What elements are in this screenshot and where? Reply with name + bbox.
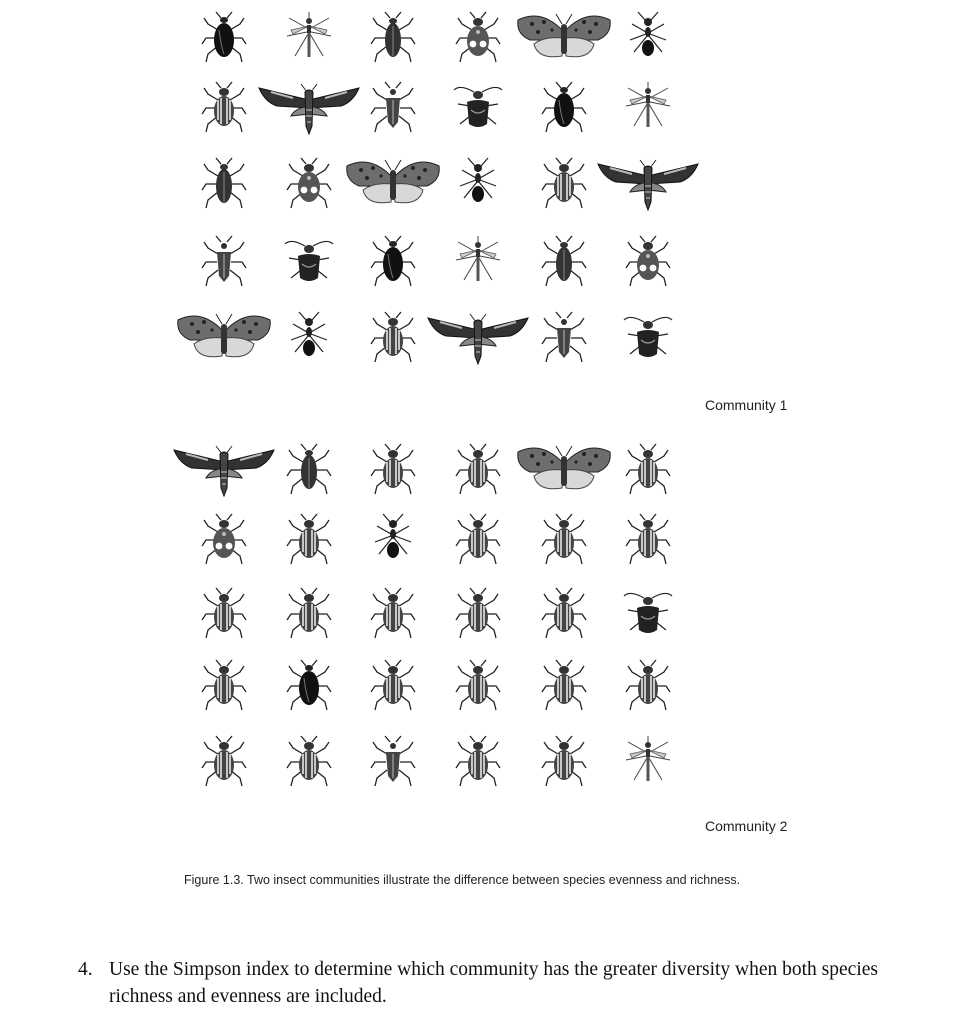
spotted-beetle-icon — [281, 156, 337, 212]
dark-beetle-icon — [281, 658, 337, 714]
mosquito-icon — [450, 234, 506, 290]
striped-beetle-icon — [450, 658, 506, 714]
striped-beetle-icon — [196, 658, 252, 714]
hawk-moth-icon — [172, 442, 276, 498]
moth-icon — [512, 10, 616, 66]
hawk-moth-icon — [257, 80, 361, 136]
bug-icon — [365, 80, 421, 136]
striped-beetle-icon — [365, 586, 421, 642]
striped-beetle-icon — [281, 734, 337, 790]
striped-beetle-icon — [536, 512, 592, 568]
ant-icon — [620, 10, 676, 66]
striped-beetle-icon — [450, 442, 506, 498]
community-2-label: Community 2 — [705, 818, 788, 834]
horned-beetle-icon — [450, 80, 506, 136]
striped-beetle-icon — [450, 512, 506, 568]
striped-beetle-icon — [536, 734, 592, 790]
community-1-figure — [0, 0, 977, 420]
striped-beetle-icon — [620, 442, 676, 498]
striped-beetle-icon — [536, 156, 592, 212]
horned-beetle-icon — [620, 586, 676, 642]
striped-beetle-icon — [196, 586, 252, 642]
striped-beetle-icon — [620, 512, 676, 568]
figure-caption: Figure 1.3. Two insect communities illustrate the difference between species evenness and richness. — [184, 873, 741, 887]
mosquito-icon — [620, 734, 676, 790]
striped-beetle-icon — [536, 658, 592, 714]
dark-beetle-icon — [365, 234, 421, 290]
ant-icon — [450, 156, 506, 212]
ant-icon — [365, 512, 421, 568]
ant-icon — [281, 310, 337, 366]
question-number: 4. — [78, 959, 93, 980]
spotted-beetle-icon — [196, 512, 252, 568]
bug-icon — [365, 734, 421, 790]
striped-beetle-icon — [281, 586, 337, 642]
striped-beetle-icon — [365, 310, 421, 366]
long-beetle-icon — [365, 10, 421, 66]
striped-beetle-icon — [536, 586, 592, 642]
striped-beetle-icon — [281, 512, 337, 568]
community-1-label: Community 1 — [705, 397, 788, 413]
striped-beetle-icon — [450, 734, 506, 790]
bug-icon — [536, 310, 592, 366]
spotted-beetle-icon — [450, 10, 506, 66]
long-beetle-icon — [281, 442, 337, 498]
striped-beetle-icon — [365, 658, 421, 714]
question-4 — [78, 956, 878, 1010]
horned-beetle-icon — [620, 310, 676, 366]
spotted-beetle-icon — [620, 234, 676, 290]
mosquito-icon — [620, 80, 676, 136]
moth-icon — [172, 310, 276, 366]
mosquito-icon — [281, 10, 337, 66]
hawk-moth-icon — [596, 156, 700, 212]
dark-beetle-icon — [536, 80, 592, 136]
horned-beetle-icon — [281, 234, 337, 290]
dark-beetle-icon — [196, 10, 252, 66]
bug-icon — [196, 234, 252, 290]
striped-beetle-icon — [196, 80, 252, 136]
long-beetle-icon — [536, 234, 592, 290]
striped-beetle-icon — [196, 734, 252, 790]
hawk-moth-icon — [426, 310, 530, 366]
community-2-figure — [0, 430, 977, 840]
striped-beetle-icon — [450, 586, 506, 642]
striped-beetle-icon — [365, 442, 421, 498]
moth-icon — [512, 442, 616, 498]
moth-icon — [341, 156, 445, 212]
striped-beetle-icon — [620, 658, 676, 714]
question-text: Use the Simpson index to determine which community has the greater diversity when both species richness and evenness are included. — [109, 959, 878, 1007]
long-beetle-icon — [196, 156, 252, 212]
